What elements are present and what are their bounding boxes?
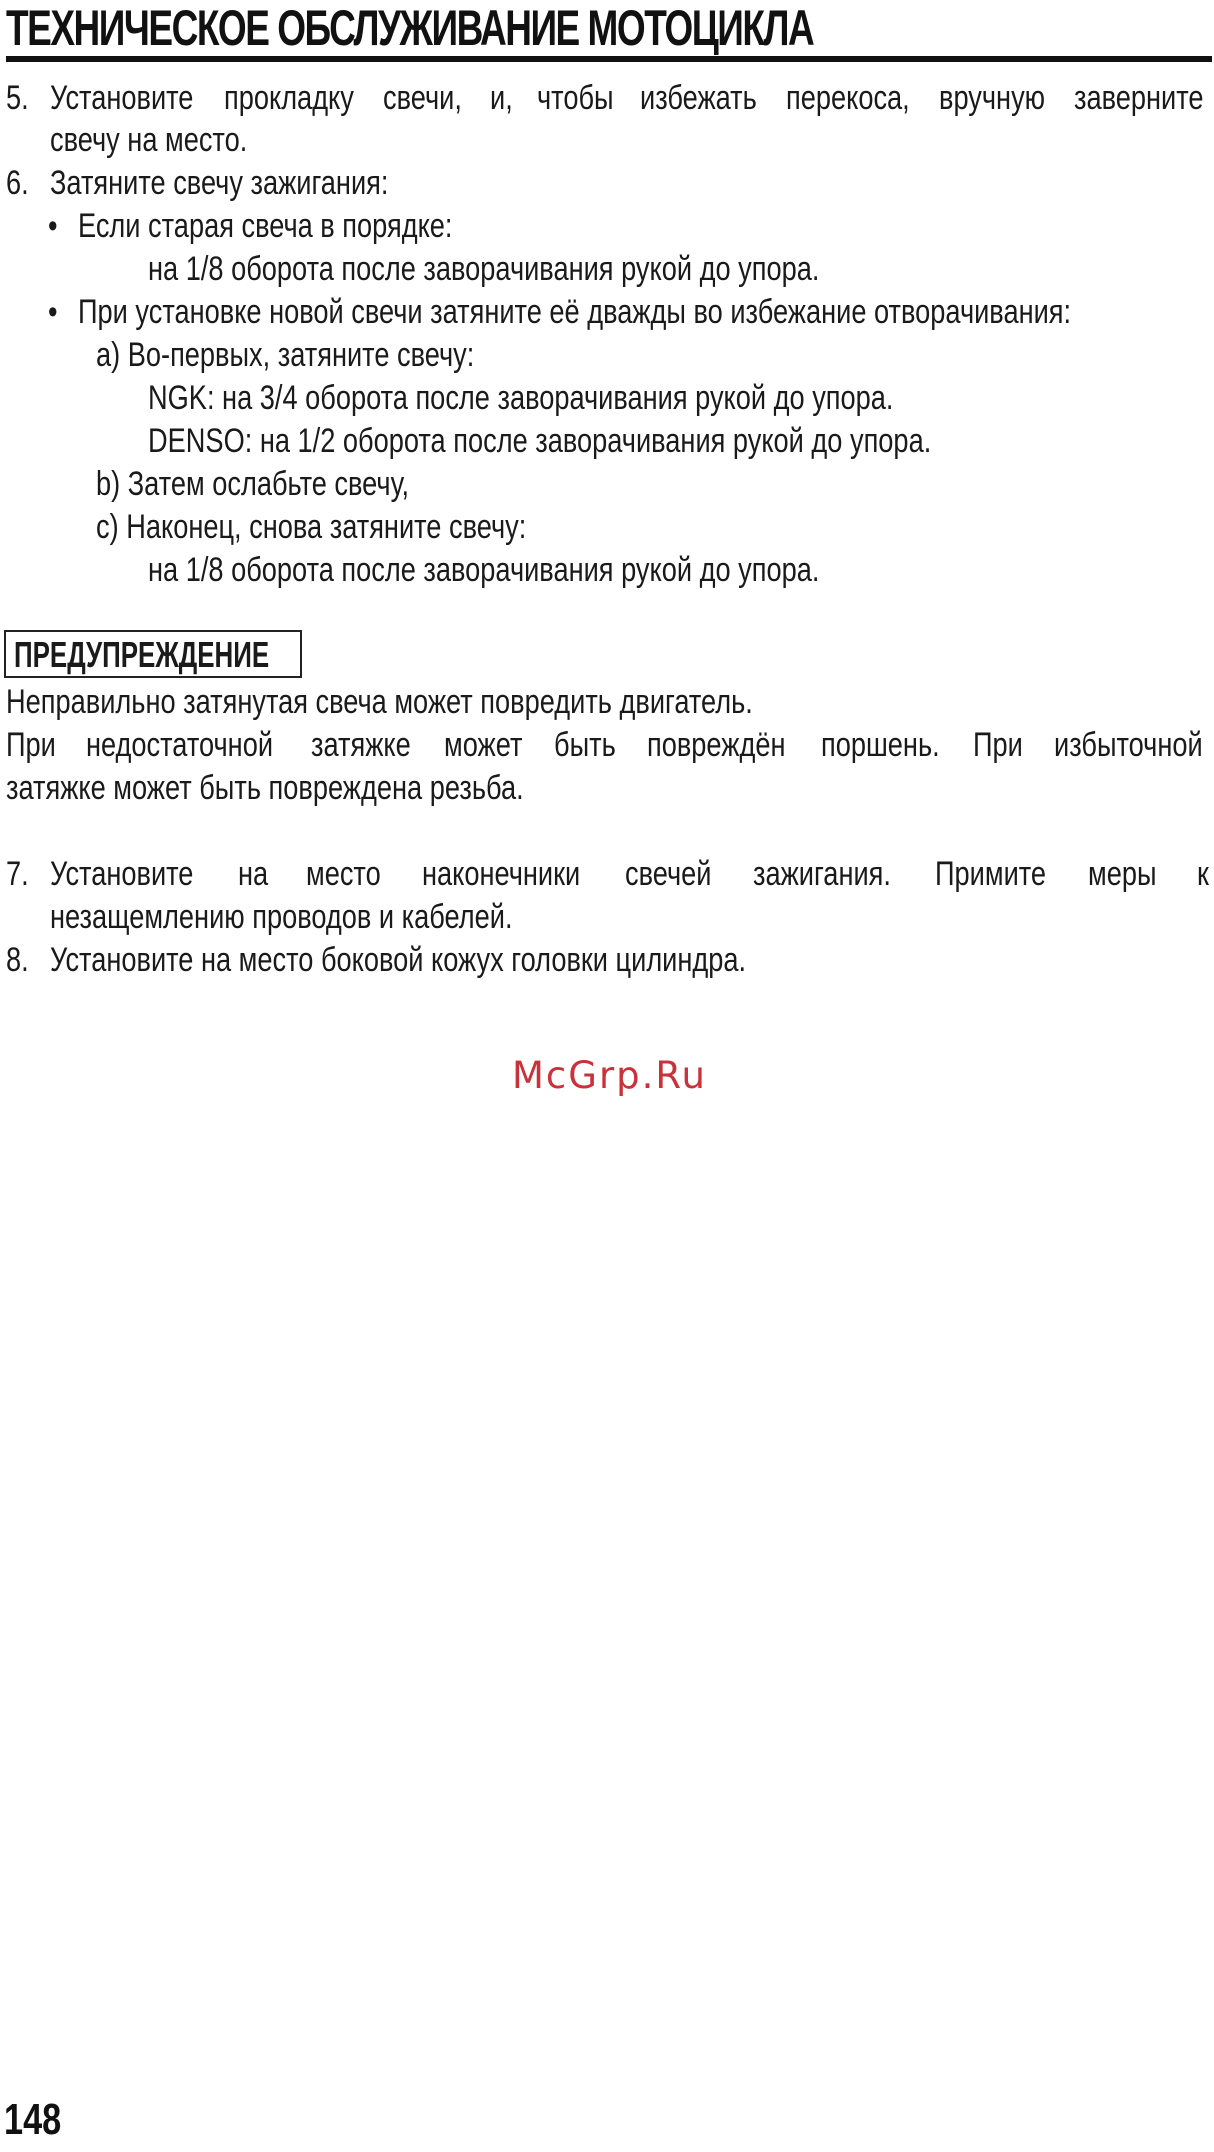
page-title: ТЕХНИЧЕСКОЕ ОБСЛУЖИВАНИЕ МОТОЦИКЛА (6, 0, 814, 56)
bullet-marker: • (48, 207, 58, 245)
step-8-number: 8. (6, 941, 29, 979)
word: зажигания. (752, 855, 891, 893)
sub-step-b: b) Затем ослабьте свечу, (96, 465, 409, 503)
word: к (1197, 855, 1210, 893)
word: наконечники (421, 855, 581, 893)
step-6-number: 6. (6, 164, 29, 202)
word: место (306, 855, 382, 893)
word: затяжке (310, 726, 411, 764)
warning-title: ПРЕДУПРЕЖДЕНИЕ (14, 634, 270, 675)
word: недостаточной (86, 726, 274, 764)
page-number: 148 (4, 2095, 62, 2144)
word: перекоса, (786, 79, 910, 117)
warning-line-1: Неправильно затянутая свеча может повредить двигатель. (6, 683, 753, 721)
word: избыточной (1053, 726, 1203, 764)
word: поршень. (820, 726, 940, 764)
word: быть (554, 726, 616, 764)
step-8-text: Установите на место боковой кожух головки цилиндра. (50, 941, 747, 979)
bullet-old-plug: Если старая свеча в порядке: (78, 207, 453, 245)
word: чтобы (536, 79, 614, 117)
word: свечей (625, 855, 712, 893)
page-header (6, 0, 1212, 62)
word: повреждён (647, 726, 786, 764)
word: Примите (934, 855, 1046, 893)
word: избежать (640, 79, 758, 117)
word: вручную (939, 79, 1046, 117)
ngk-torque: NGK: на 3/4 оборота после заворачивания рукой до упора. (148, 379, 894, 417)
watermark: McGrp.Ru (512, 1054, 707, 1097)
step-7-line-2: незащемлению проводов и кабелей. (50, 898, 513, 936)
denso-torque: DENSO: на 1/2 оборота после заворачивания рукой до упора. (148, 422, 932, 460)
word: и, (489, 79, 513, 117)
old-plug-torque: на 1/8 оборота после заворачивания рукой до упора. (148, 250, 820, 288)
step-7-line-1 (50, 854, 1210, 894)
step-5-line-2: свечу на место. (50, 121, 248, 159)
warning-box (4, 630, 302, 678)
step-5-line-1 (50, 78, 1210, 118)
final-torque: на 1/8 оборота после заворачивания рукой до упора. (148, 551, 820, 589)
sub-step-c: c) Наконец, снова затяните свечу: (96, 508, 527, 546)
step-5-number: 5. (6, 79, 29, 117)
bullet-marker: • (48, 293, 58, 331)
word: прокладку (223, 79, 354, 117)
word: на (237, 855, 268, 893)
warning-line-2 (6, 725, 1210, 765)
word: меры (1088, 855, 1157, 893)
step-7-number: 7. (6, 855, 29, 893)
word: Установите (50, 855, 194, 893)
word: свечи, (383, 79, 463, 117)
word: может (443, 726, 523, 764)
word: Установите (50, 79, 194, 117)
word: При (973, 726, 1024, 764)
warning-line-3: затяжке может быть повреждена резьба. (6, 769, 524, 807)
sub-step-a: a) Во-первых, затяните свечу: (96, 336, 475, 374)
step-6-text: Затяните свечу зажигания: (50, 164, 389, 202)
word: При (6, 726, 56, 764)
bullet-new-plug: При установке новой свечи затяните её дважды во избежание отворачивания: (78, 293, 1072, 331)
word: заверните (1074, 79, 1204, 117)
